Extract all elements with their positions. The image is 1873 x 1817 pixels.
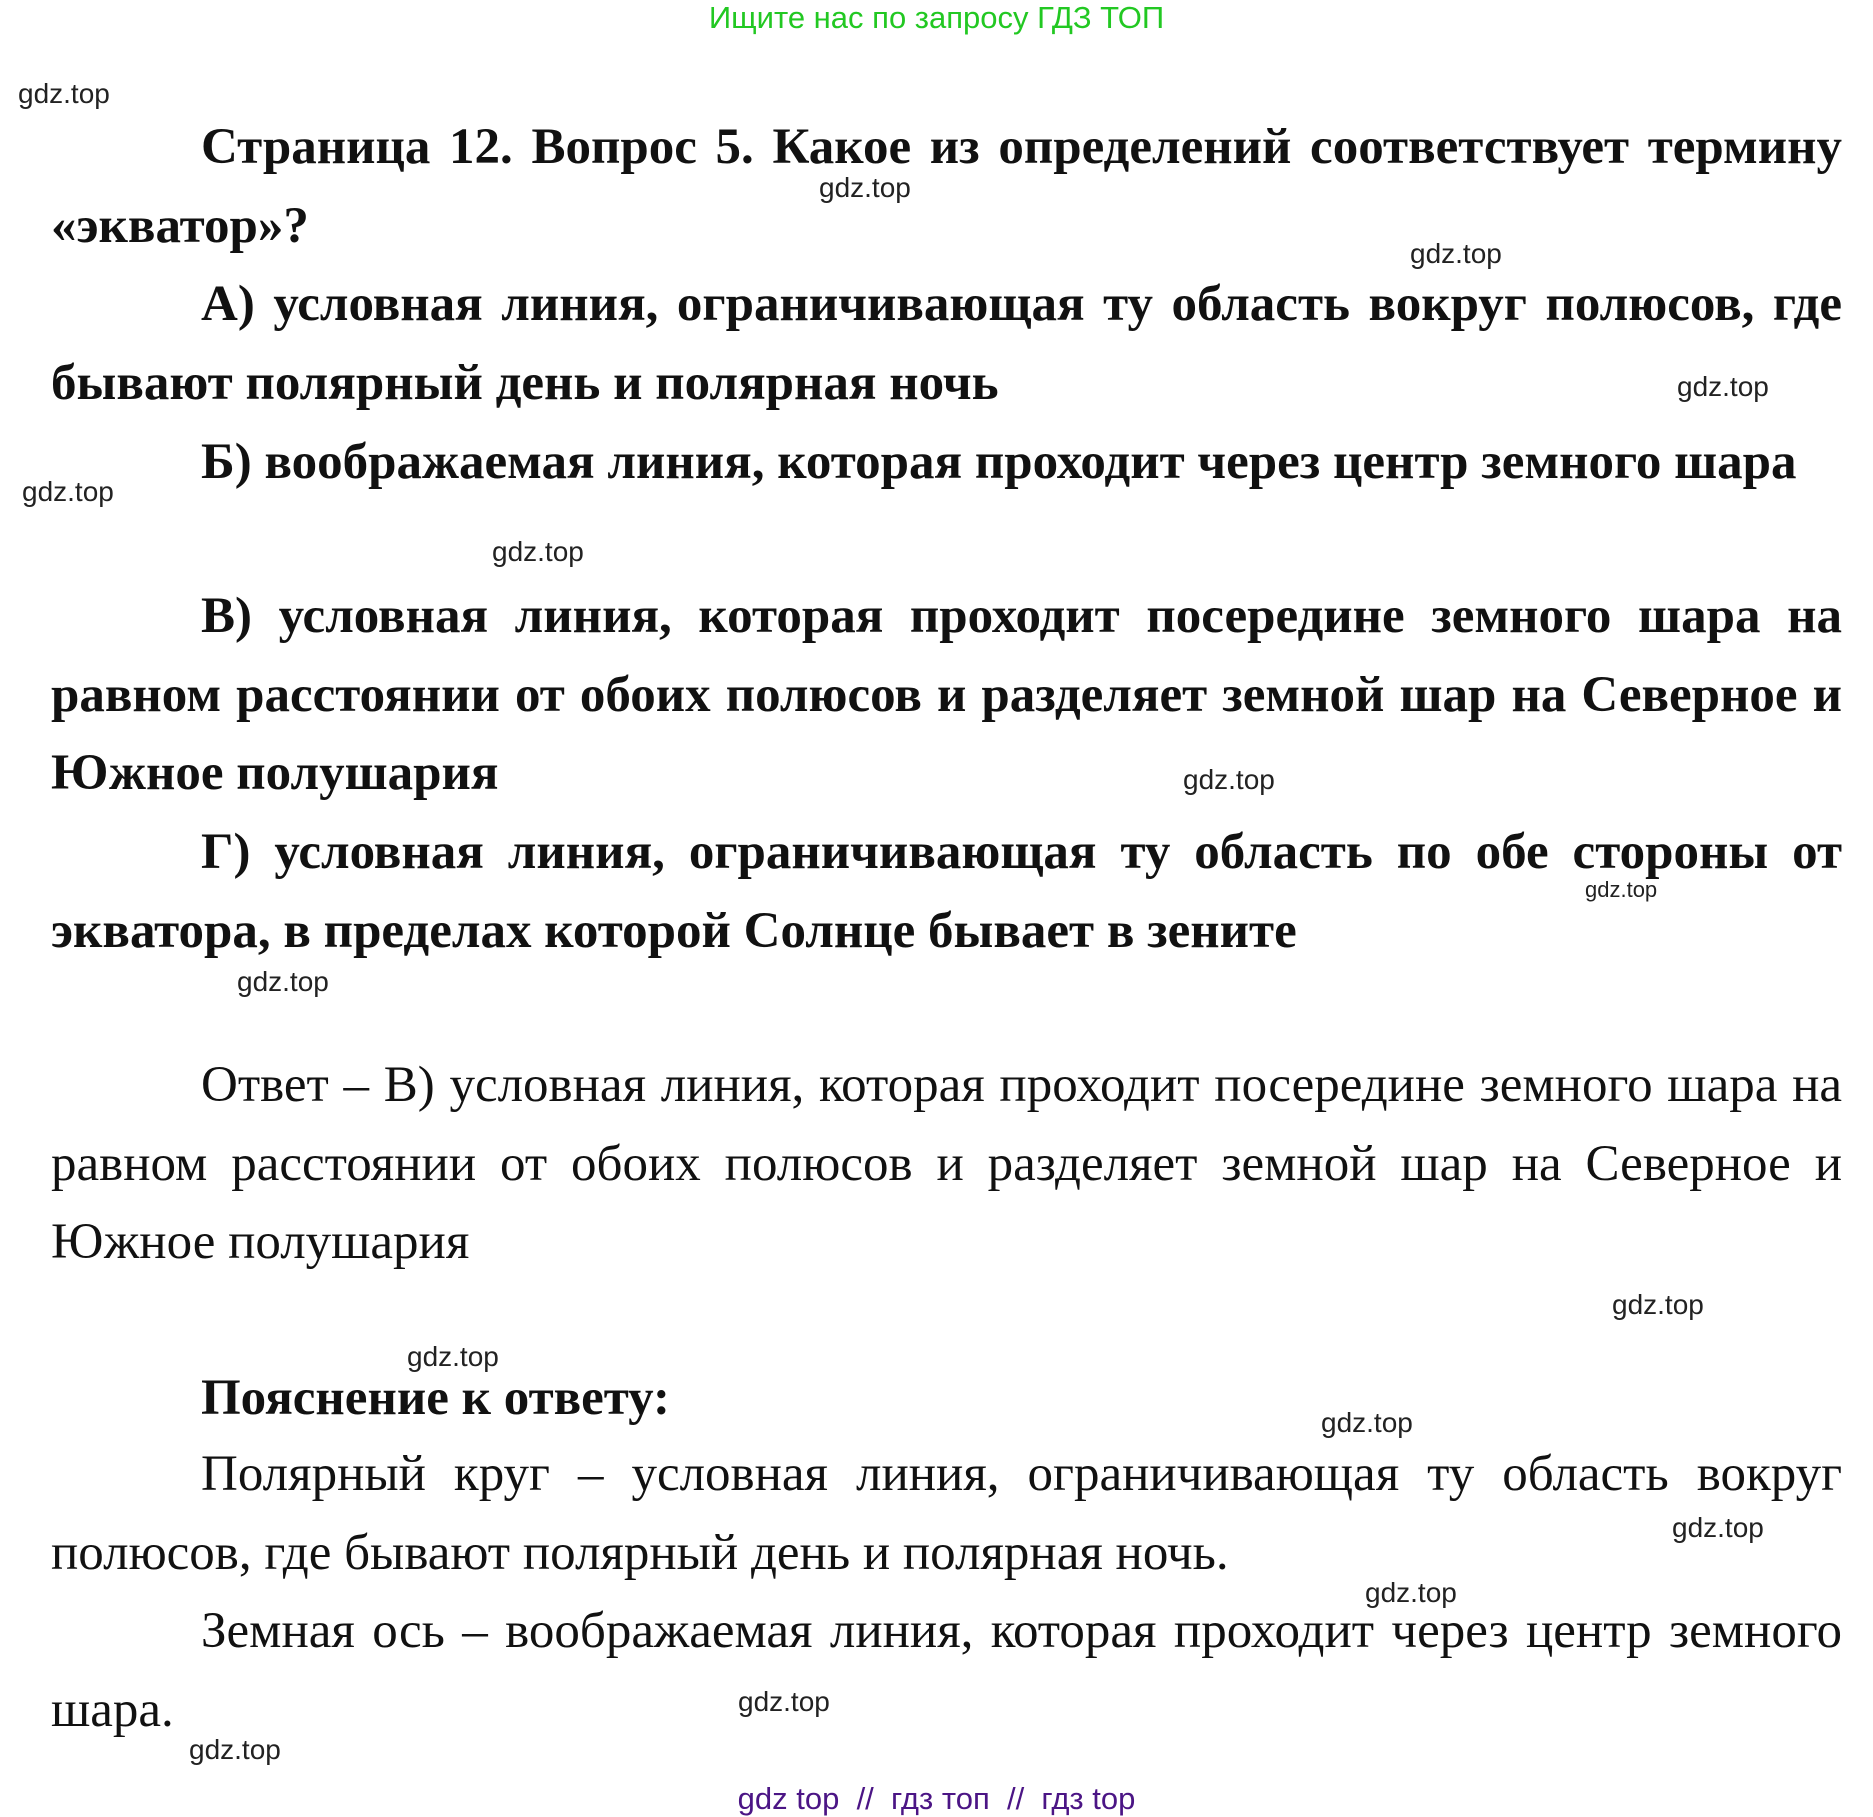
watermark: gdz.top (1677, 371, 1769, 402)
watermark: gdz.top (189, 1734, 281, 1765)
watermark: gdz.top (1183, 764, 1275, 795)
watermark: gdz.top (819, 172, 911, 203)
question-title: Страница 12. Вопрос 5. Какое из определений соответствует термину «экватор»? (51, 119, 1842, 254)
watermark: gdz.top (1365, 1577, 1457, 1608)
watermark: gdz.top (1585, 877, 1658, 902)
watermark: gdz.top (22, 476, 114, 507)
option-g: Г) условная линия, ограничивающая ту область по обе стороны от экватора, в пределах которой Солнце бывает в зените (51, 824, 1842, 959)
option-a: А) условная линия, ограничивающая ту область вокруг полюсов, где бывают полярный день и полярная ночь (51, 276, 1842, 411)
watermark: gdz.top (492, 536, 584, 567)
explanation-heading: Пояснение к ответу: (201, 1370, 670, 1426)
watermark: gdz.top (1672, 1512, 1764, 1543)
option-b: Б) воображаемая линия, которая проходит через центр земного шара (201, 434, 1797, 490)
option-v: В) условная линия, которая проходит посередине земного шара на равном расстоянии от обоих полюсов и разделяет земной шар на Северное и Южное полушария (51, 588, 1842, 801)
explanation-paragraph: Земная ось – воображаемая линия, которая проходит через центр земного шара. (51, 1603, 1842, 1738)
footer-links[interactable]: gdz top // гдз топ // гдз top (737, 1781, 1136, 1816)
watermark: gdz.top (237, 966, 329, 997)
search-banner: Ищите нас по запросу ГДЗ ТОП (708, 0, 1165, 35)
watermark: gdz.top (1321, 1407, 1413, 1438)
answer-text: Ответ – В) условная линия, которая проходит посередине земного шара на равном расстоянии от обоих полюсов и разделяет земной шар на Северное и Южное полушария (51, 1057, 1842, 1270)
watermark: gdz.top (738, 1686, 830, 1717)
watermark: gdz.top (407, 1341, 499, 1372)
explanation-paragraph: Полярный круг – условная линия, ограничивающая ту область вокруг полюсов, где бывают полярный день и полярная ночь. (51, 1446, 1842, 1581)
watermark: gdz.top (1612, 1289, 1704, 1320)
watermark: gdz.top (1410, 238, 1502, 269)
watermark: gdz.top (18, 78, 110, 109)
